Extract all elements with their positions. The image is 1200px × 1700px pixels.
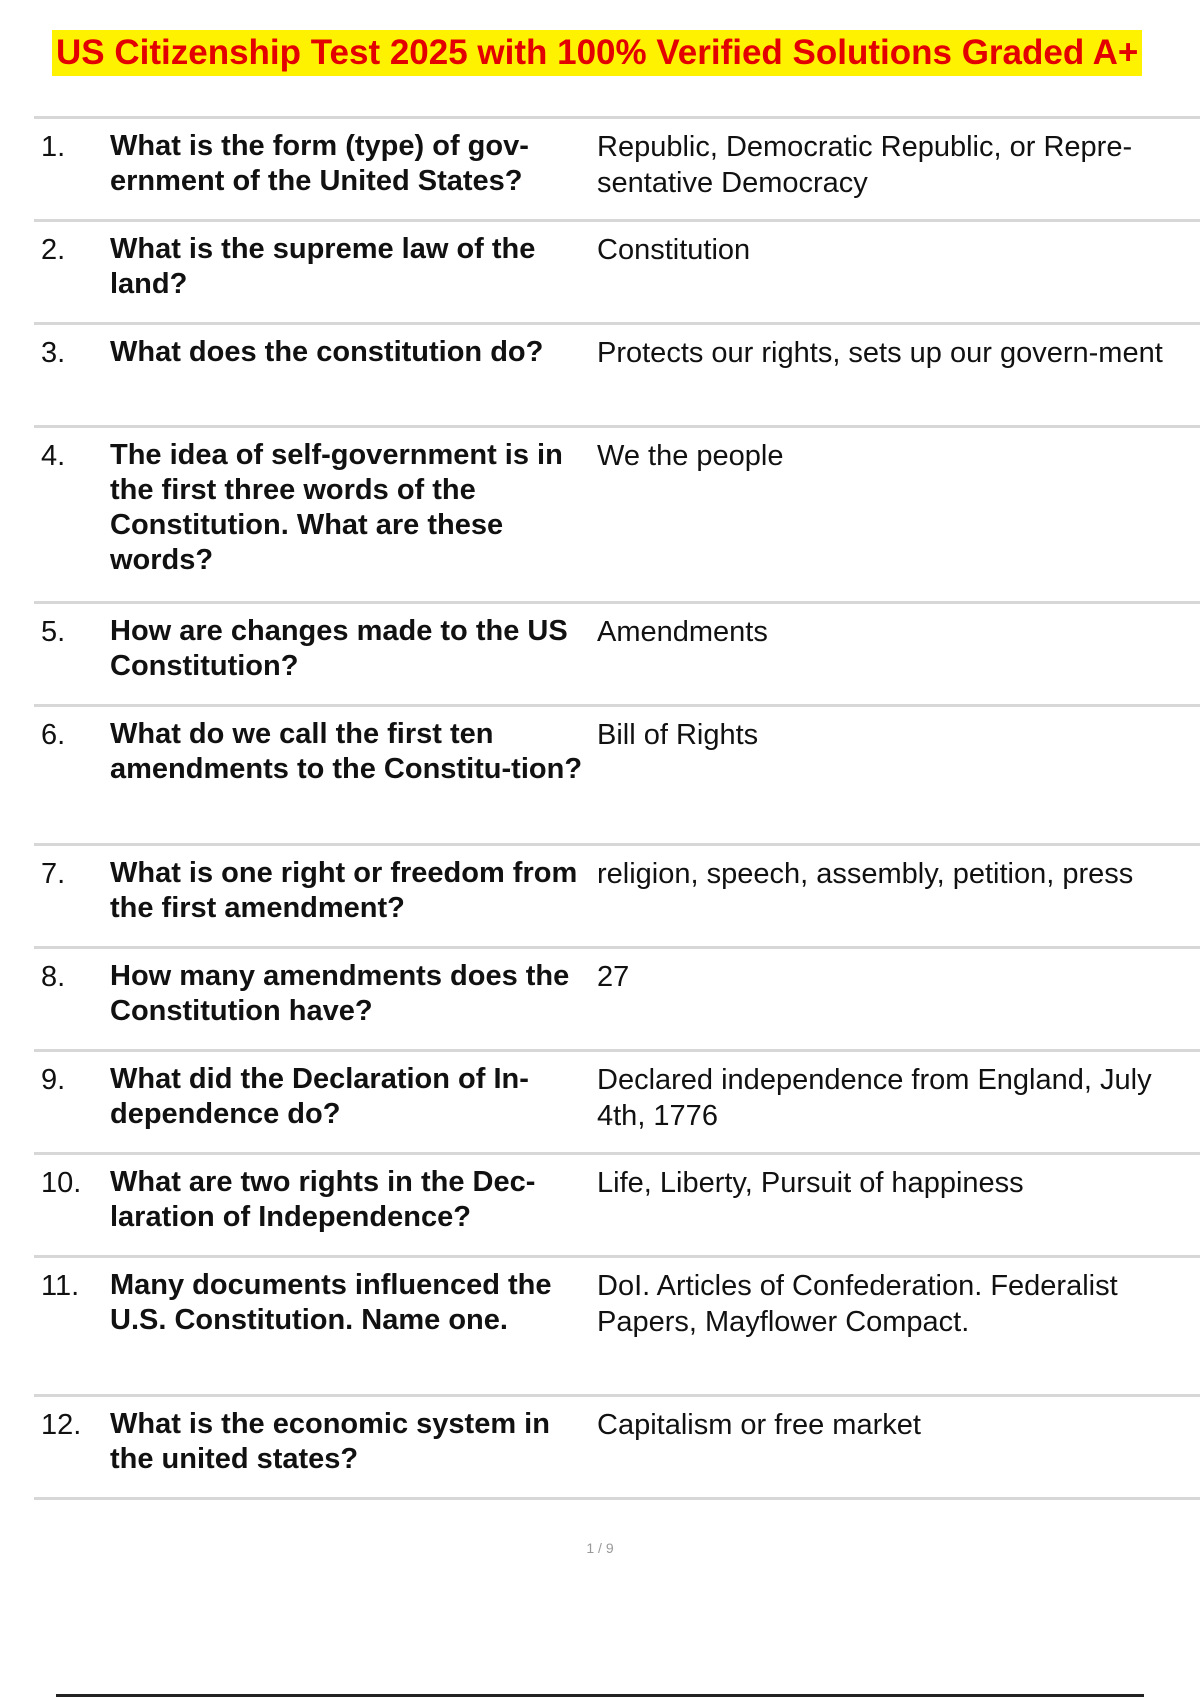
question-text: How many amendments does the Constitution have? [110, 960, 570, 1027]
question-text: Many documents influenced the U.S. Constitution. Name one. [110, 1269, 552, 1336]
question-number: 4. [41, 440, 66, 472]
question-number: 1. [41, 131, 66, 163]
question-number: 3. [41, 337, 66, 369]
answer-text: Republic, Democratic Republic, or Repre-sentative Democracy [597, 131, 1133, 199]
question-number: 2. [41, 234, 66, 266]
document-title-wrap [52, 30, 1180, 76]
question-text: The idea of self-government is in the first three words of the Constitution. What are these words? [110, 439, 563, 576]
answer-text: Bill of Rights [597, 719, 759, 751]
qa-row [34, 707, 1200, 846]
answer-text: religion, speech, assembly, petition, press [597, 858, 1134, 890]
qa-row [34, 222, 1200, 325]
question-number: 8. [41, 961, 66, 993]
answer-text: Declared independence from England, July 4th, 1776 [597, 1064, 1152, 1132]
qa-row [34, 604, 1200, 707]
question-text: What is the supreme law of the land? [110, 233, 536, 300]
qa-row [34, 1052, 1200, 1155]
qa-row [34, 1155, 1200, 1258]
question-number: 9. [41, 1064, 66, 1096]
question-text: What does the constitution do? [110, 336, 544, 368]
bottom-divider [56, 1694, 1144, 1697]
answer-text: DoI. Articles of Confederation. Federalist Papers, Mayflower Compact. [597, 1270, 1118, 1338]
question-number: 7. [41, 858, 66, 890]
answer-text: Constitution [597, 234, 751, 266]
question-text: What did the Declaration of In-dependence do? [110, 1063, 529, 1130]
answer-text: Life, Liberty, Pursuit of happiness [597, 1167, 1024, 1199]
question-text: What are two rights in the Dec-laration of Independence? [110, 1166, 536, 1233]
answer-text: Amendments [597, 616, 768, 648]
page-indicator: 1 / 9 [586, 1540, 614, 1556]
question-text: What do we call the first ten amendments to the Constitu-tion? [110, 718, 583, 785]
answer-text: Protects our rights, sets up our govern-ment [597, 337, 1163, 369]
qa-row [34, 949, 1200, 1052]
question-number: 5. [41, 616, 66, 648]
answer-text: Capitalism or free market [597, 1409, 921, 1441]
answer-text: 27 [597, 961, 630, 993]
document-title: US Citizenship Test 2025 with 100% Verified Solutions Graded A+ [52, 30, 1142, 76]
qa-row [34, 846, 1200, 949]
question-text: How are changes made to the US Constitution? [110, 615, 568, 682]
question-text: What is the economic system in the united states? [110, 1408, 550, 1475]
qa-row [34, 119, 1200, 222]
question-number: 11. [41, 1270, 80, 1302]
qa-row [34, 1258, 1200, 1397]
qa-row [34, 428, 1200, 604]
question-text: What is one right or freedom from the first amendment? [110, 857, 578, 924]
qa-table [34, 116, 1200, 1500]
question-text: What is the form (type) of gov-ernment of the United States? [110, 130, 529, 197]
question-number: 10. [41, 1167, 82, 1199]
question-number: 6. [41, 719, 66, 751]
qa-row [34, 325, 1200, 428]
answer-text: We the people [597, 440, 784, 472]
question-number: 12. [41, 1409, 82, 1441]
qa-row [34, 1397, 1200, 1500]
